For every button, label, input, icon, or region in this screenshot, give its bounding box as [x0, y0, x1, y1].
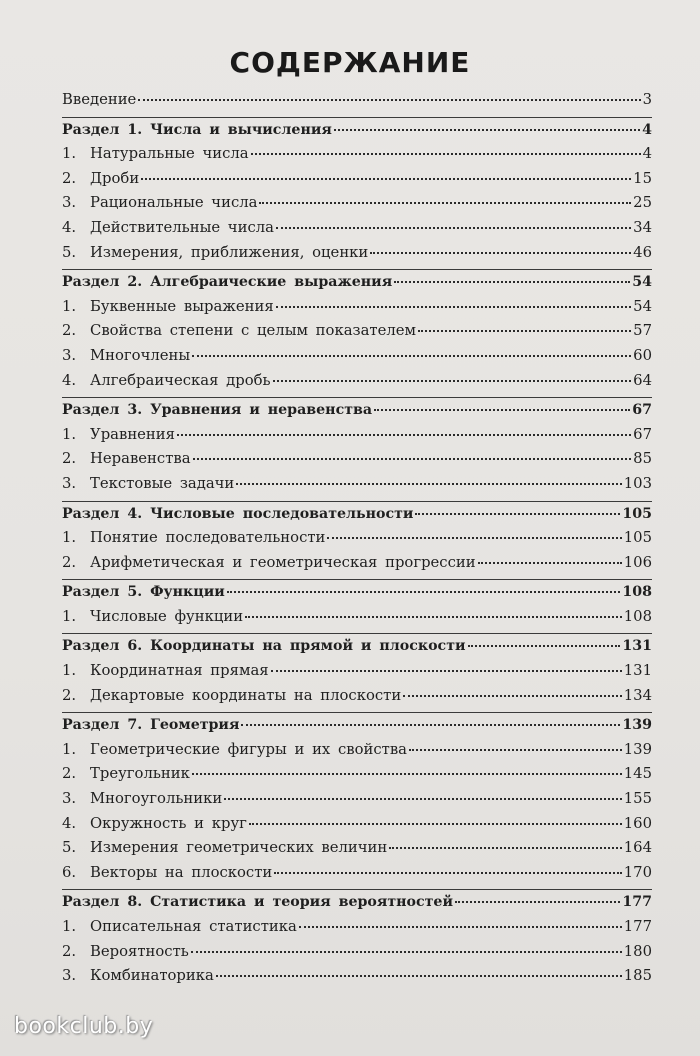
toc-item-row — [62, 191, 652, 216]
toc-item-number: 2. — [62, 169, 77, 187]
toc-item-number: 4. — [62, 814, 77, 832]
toc-item-title — [62, 295, 274, 320]
toc-item-row — [62, 812, 652, 837]
dot-leader — [334, 129, 640, 131]
toc-item-title — [62, 241, 368, 266]
toc-item-title — [62, 526, 325, 551]
toc-page-number: 25 — [633, 194, 652, 212]
toc-item-title — [62, 344, 190, 369]
toc-page-number: 180 — [623, 942, 652, 960]
toc-item-number: 2. — [62, 765, 77, 783]
toc-item-text: Треугольник — [90, 765, 190, 783]
toc-item-text: Декартовые координаты на плоскости — [90, 686, 402, 704]
toc-item-number: 5. — [62, 243, 77, 261]
toc-item-row — [62, 836, 652, 861]
toc-item-number: 1. — [62, 740, 77, 758]
dot-leader — [241, 724, 620, 726]
toc-section-row — [62, 118, 652, 143]
toc-item-text: Измерения, приближения, оценки — [90, 243, 369, 261]
toc-item-text: Арифметическая и геометрическая прогрессии — [90, 553, 476, 571]
toc-section-title: Раздел 8. Статистика и теория вероятностей — [62, 894, 453, 911]
toc-item-text: Текстовые задачи — [90, 474, 235, 492]
toc-item-title — [62, 762, 190, 787]
toc-page-number: 105 — [623, 529, 652, 547]
toc-page-number: 103 — [623, 474, 652, 492]
toc-item-row — [62, 319, 652, 344]
toc-item-title — [62, 369, 271, 394]
toc-page-number: 67 — [632, 402, 652, 419]
toc-item-title — [62, 423, 175, 448]
toc-intro-row — [62, 88, 652, 113]
dot-leader — [374, 409, 630, 411]
toc-item-title — [62, 472, 234, 497]
toc-item-title — [62, 836, 387, 861]
toc-item-text: Числовые функции — [90, 607, 244, 625]
toc-item-text: Действительные числа — [90, 218, 274, 236]
toc-item-number: 5. — [62, 839, 77, 857]
toc-page-number: 131 — [623, 662, 652, 680]
toc-item-row — [62, 344, 652, 369]
toc-item-number: 1. — [62, 918, 77, 935]
toc-item-text: Натуральные числа — [90, 145, 249, 163]
dot-leader — [403, 695, 622, 697]
toc-section-title: Раздел 4. Числовые последовательности — [62, 505, 414, 522]
toc-item-title — [62, 551, 476, 576]
dot-leader — [273, 380, 632, 382]
toc-item-row — [62, 551, 652, 576]
toc-page-number: 108 — [622, 584, 652, 601]
toc-page-number: 4 — [642, 145, 652, 163]
toc-item-text: Координатная прямая — [90, 662, 269, 680]
toc-item-number: 1. — [62, 529, 77, 547]
toc-page-number: 4 — [642, 121, 652, 138]
toc-page-number: 139 — [622, 717, 652, 734]
toc-section-title: Раздел 6. Координаты на прямой и плоскости — [62, 638, 466, 655]
toc-item-title — [62, 167, 139, 192]
toc-item-number: 2. — [62, 553, 77, 571]
toc-page-number: 177 — [622, 894, 652, 911]
dot-leader — [418, 330, 631, 332]
toc-page-number: 106 — [623, 553, 652, 571]
dot-leader — [299, 926, 622, 928]
toc-section-row — [62, 502, 652, 527]
dot-leader — [327, 537, 621, 539]
toc-item-number: 3. — [62, 790, 77, 808]
toc-item-number: 2. — [62, 450, 77, 468]
toc-section-title: Раздел 3. Уравнения и неравенства — [62, 402, 373, 419]
dot-leader — [389, 847, 621, 849]
dot-leader — [192, 355, 631, 357]
toc-section-title: Раздел 7. Геометрия — [62, 717, 240, 734]
toc-item-text: Дроби — [90, 169, 140, 187]
toc-item-text: Окружность и круг — [90, 814, 247, 832]
toc-item-row — [62, 915, 652, 940]
toc-item-text: Алгебраическая дробь — [90, 371, 271, 389]
toc-item-row — [62, 167, 652, 192]
toc-item-title — [62, 319, 416, 344]
toc-item-number: 4. — [62, 218, 77, 236]
dot-leader — [409, 749, 622, 751]
dot-leader — [192, 773, 622, 775]
toc-item-title — [62, 659, 269, 684]
toc-page-number: 160 — [623, 814, 652, 832]
toc-item-row — [62, 861, 652, 886]
toc-item-text: Геометрические фигуры и их свойства — [90, 740, 407, 758]
toc-page-number: 145 — [623, 765, 652, 783]
toc-item-title — [62, 738, 407, 763]
dot-leader — [276, 306, 631, 308]
toc-item-title — [62, 861, 272, 886]
toc-page-number: 185 — [623, 967, 652, 985]
dot-leader — [191, 951, 622, 953]
toc-page-number: 54 — [632, 274, 652, 291]
toc-page-number: 85 — [633, 450, 652, 468]
dot-leader — [468, 645, 621, 647]
dot-leader — [249, 823, 622, 825]
toc-page-number: 64 — [633, 371, 652, 389]
toc-item-title — [62, 447, 191, 472]
toc-item-text: Понятие последовательности — [90, 529, 326, 547]
toc-item-row — [62, 738, 652, 763]
dot-leader — [138, 99, 640, 101]
toc-item-title — [62, 940, 189, 965]
toc-item-title — [62, 915, 297, 940]
toc-item-number: 2. — [62, 686, 77, 704]
dot-leader — [224, 798, 622, 800]
toc-item-row — [62, 447, 652, 472]
toc-item-title — [62, 142, 249, 167]
toc-item-title — [62, 191, 257, 216]
toc-item-title — [62, 964, 214, 989]
toc-section-title: Раздел 5. Функции — [62, 584, 225, 601]
toc-item-row — [62, 369, 652, 394]
toc-item-number: 2. — [62, 322, 77, 340]
toc-item-row — [62, 762, 652, 787]
toc-item-text: Измерения геометрических величин — [90, 839, 388, 857]
toc-section-row — [62, 890, 652, 915]
dot-leader — [276, 227, 631, 229]
toc-section-row — [62, 713, 652, 738]
toc-item-text: Свойства степени с целым показателем — [90, 322, 417, 340]
toc-item-row — [62, 216, 652, 241]
page-title: СОДЕРЖАНИЕ — [229, 46, 471, 79]
toc-item-text: Неравенства — [90, 450, 191, 468]
dot-leader — [193, 458, 632, 460]
toc-page-number: 108 — [623, 607, 652, 625]
toc-page-number: 34 — [633, 218, 652, 236]
toc-item-row — [62, 241, 652, 266]
toc-page-number: 155 — [623, 790, 652, 808]
toc-page-number: 131 — [622, 638, 652, 655]
dot-leader — [274, 872, 621, 874]
toc-item-text: Комбинаторика — [90, 967, 214, 985]
toc-item-title — [62, 605, 243, 630]
dot-leader — [415, 513, 620, 515]
toc-item-title — [62, 684, 401, 709]
toc-item-row — [62, 423, 652, 448]
toc-item-text: Описательная статистика — [90, 918, 297, 935]
toc-item-row — [62, 472, 652, 497]
toc-item-row — [62, 940, 652, 965]
toc-item-number: 1. — [62, 425, 77, 443]
dot-leader — [478, 562, 622, 564]
toc-item-row — [62, 684, 652, 709]
dot-leader — [251, 153, 641, 155]
toc-item-number: 2. — [62, 942, 77, 960]
toc-item-text: Уравнения — [90, 425, 175, 443]
toc-item-row — [62, 659, 652, 684]
dot-leader — [177, 434, 631, 436]
toc-item-number: 1. — [62, 145, 77, 163]
dot-leader — [227, 591, 621, 593]
toc-item-row — [62, 142, 652, 167]
watermark-text: bookclub.by — [14, 1014, 154, 1039]
toc-page-number: 164 — [623, 839, 652, 857]
toc-page-number: 15 — [633, 169, 652, 187]
toc-item-text: Вероятность — [90, 942, 189, 960]
toc-page-number: 3 — [642, 91, 652, 108]
dot-leader — [259, 202, 631, 204]
toc-section-row — [62, 270, 652, 295]
toc-item-row — [62, 526, 652, 551]
toc-item-number: 3. — [62, 346, 77, 364]
toc-section-row — [62, 398, 652, 423]
toc-item-number: 3. — [62, 967, 77, 985]
dot-leader — [394, 281, 630, 283]
toc-item-number: 6. — [62, 863, 77, 881]
toc-item-text: Рациональные числа — [90, 194, 258, 212]
toc-item-number: 1. — [62, 662, 77, 680]
toc-page-number: 134 — [623, 686, 652, 704]
toc-item-text: Буквенные выражения — [90, 297, 274, 315]
toc-item-text: Многоугольники — [90, 790, 223, 808]
toc-item-row — [62, 964, 652, 989]
dot-leader — [141, 178, 631, 180]
toc-entry-title: Введение — [62, 91, 137, 108]
table-of-contents — [62, 88, 652, 989]
toc-item-number: 1. — [62, 297, 77, 315]
toc-page-number: 105 — [622, 505, 652, 522]
toc-item-row — [62, 295, 652, 320]
toc-page-number: 67 — [633, 425, 652, 443]
toc-item-number: 1. — [62, 607, 77, 625]
toc-page-number: 54 — [633, 297, 652, 315]
toc-page-number: 60 — [633, 346, 652, 364]
dot-leader — [455, 901, 620, 903]
toc-page-number: 46 — [633, 243, 652, 261]
toc-page-number: 57 — [633, 322, 652, 340]
toc-page-number: 177 — [623, 918, 652, 935]
toc-section-title: Раздел 1. Числа и вычисления — [62, 121, 332, 138]
toc-item-text: Многочлены — [90, 346, 191, 364]
toc-sections — [62, 117, 652, 989]
dot-leader — [370, 252, 631, 254]
dot-leader — [271, 670, 622, 672]
dot-leader — [236, 483, 621, 485]
toc-item-text: Векторы на плоскости — [90, 863, 273, 881]
toc-page-number: 170 — [623, 863, 652, 881]
toc-item-title — [62, 216, 274, 241]
toc-item-number: 3. — [62, 474, 77, 492]
toc-page-number: 139 — [623, 740, 652, 758]
dot-leader — [216, 975, 622, 977]
toc-item-number: 4. — [62, 371, 77, 389]
toc-section-row — [62, 580, 652, 605]
toc-item-row — [62, 605, 652, 630]
toc-item-title — [62, 812, 247, 837]
toc-item-title — [62, 787, 222, 812]
toc-section-row — [62, 634, 652, 659]
toc-section-title: Раздел 2. Алгебраические выражения — [62, 274, 393, 291]
toc-item-row — [62, 787, 652, 812]
toc-item-number: 3. — [62, 194, 77, 212]
dot-leader — [245, 616, 622, 618]
